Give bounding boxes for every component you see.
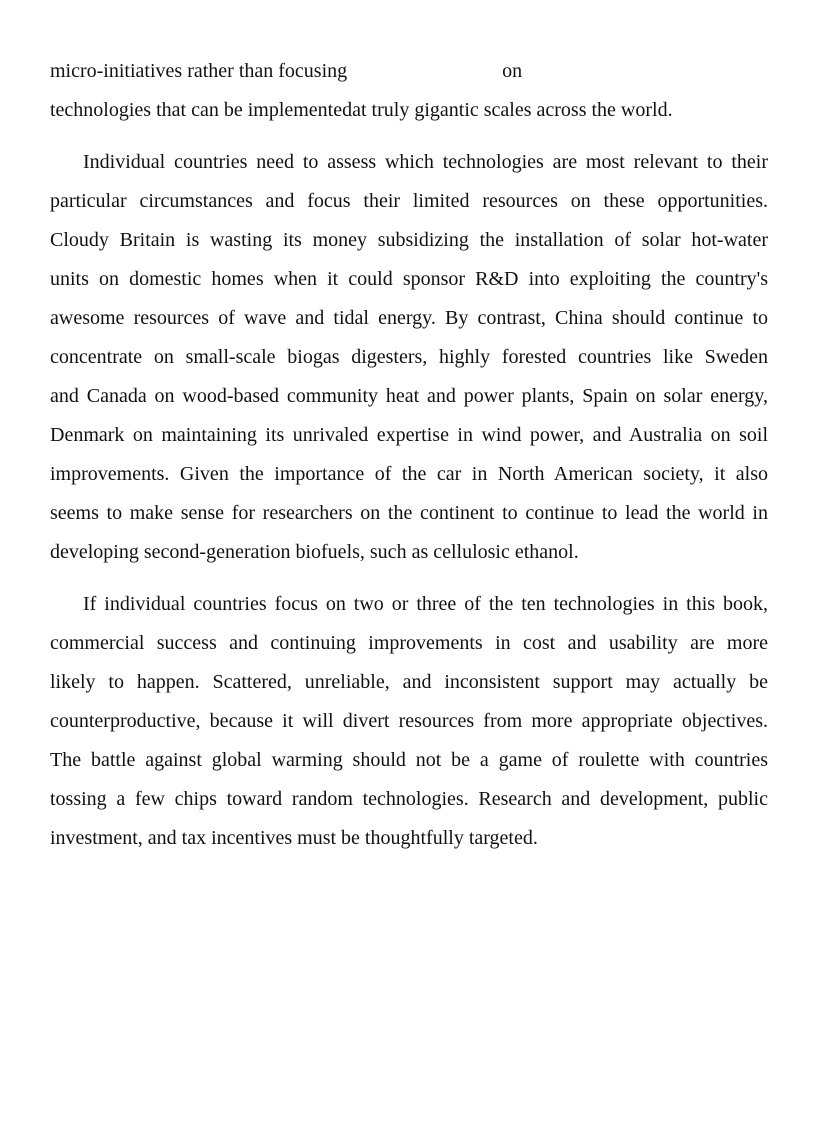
text-line: The battle against global warming should not be a game of roulette with countries	[50, 749, 768, 771]
text-fragment: on	[502, 60, 523, 82]
paragraph-3	[50, 585, 768, 858]
paragraph-1	[50, 52, 768, 130]
document-page	[50, 52, 768, 871]
text-line: commercial success and continuing improvements in cost and usability are more	[50, 632, 768, 654]
text-line: Cloudy Britain is wasting its money subsidizing the installation of solar hot-water	[50, 229, 768, 251]
text-line: units on domestic homes when it could sponsor R&D into exploiting the country's	[50, 268, 768, 290]
text-line: awesome resources of wave and tidal energy. By contrast, China should continue to	[50, 307, 768, 329]
text-line: and Canada on wood-based community heat and power plants, Spain on solar energy,	[50, 385, 768, 407]
text-line: seems to make sense for researchers on the continent to continue to lead the world in	[50, 502, 768, 524]
text-line: technologies that can be implementedat truly gigantic scales across the world.	[50, 99, 673, 121]
text-line: likely to happen. Scattered, unreliable, and inconsistent support may actually be	[50, 671, 768, 693]
text-line: Denmark on maintaining its unrivaled expertise in wind power, and Australia on soil	[50, 424, 768, 446]
text-fragment: micro-initiatives rather than focusing	[50, 60, 348, 82]
text-line: tossing a few chips toward random technologies. Research and development, public	[50, 788, 768, 810]
text-line: counterproductive, because it will divert resources from more appropriate objectives.	[50, 710, 768, 732]
text-line: If individual countries focus on two or three of the ten technologies in this book,	[83, 593, 768, 615]
text-line: particular circumstances and focus their limited resources on these opportunities.	[50, 190, 768, 212]
text-line: Individual countries need to assess which technologies are most relevant to their	[83, 151, 768, 173]
text-line: concentrate on small-scale biogas digesters, highly forested countries like Sweden	[50, 346, 768, 368]
paragraph-2	[50, 143, 768, 572]
text-line: developing second-generation biofuels, such as cellulosic ethanol.	[50, 541, 579, 563]
text-line: investment, and tax incentives must be thoughtfully targeted.	[50, 827, 538, 849]
text-line	[50, 52, 768, 91]
text-line: improvements. Given the importance of the car in North American society, it also	[50, 463, 768, 485]
